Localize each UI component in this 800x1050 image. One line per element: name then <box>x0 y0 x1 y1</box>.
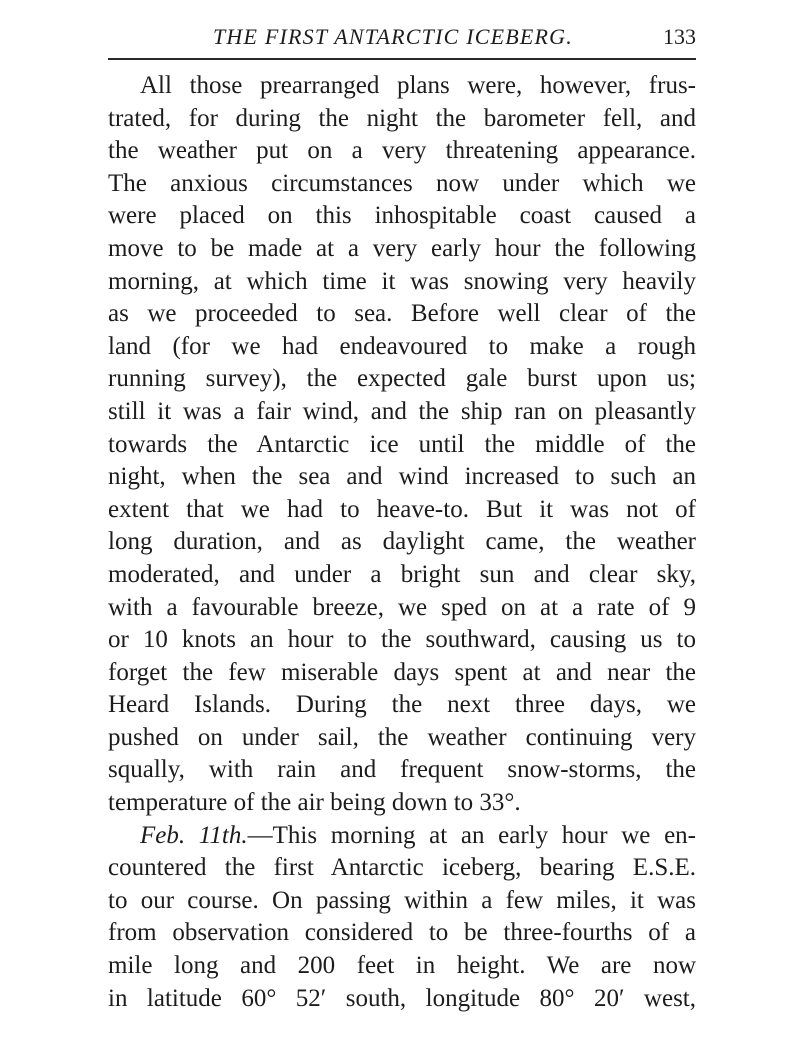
text-line: moderated, and under a bright sun and clear sky, <box>108 560 696 588</box>
text-line: countered the first Antarctic iceberg, bearing E.S.E. <box>108 854 696 882</box>
text-line: night, when the sea and wind increased to such an <box>108 463 696 491</box>
paragraph-1 <box>108 70 696 820</box>
text-line: morning, at which time it was snowing very heavily <box>108 267 696 295</box>
text-line: were placed on this inhospitable coast caused a <box>108 202 696 230</box>
body-text <box>108 70 696 1015</box>
text-line: move to be made at a very early hour the following <box>108 234 696 262</box>
paragraph-2 <box>108 820 696 1016</box>
text-span: —This morning at an early hour we en- <box>247 821 696 849</box>
text-line: trated, for during the night the barometer fell, and <box>108 104 696 132</box>
text-line: towards the Antarctic ice until the middle of the <box>108 430 696 458</box>
text-line: temperature of the air being down to 33°. <box>108 789 521 817</box>
text-line: mile long and 200 feet in height. We are now <box>108 952 696 980</box>
text-line: long duration, and as daylight came, the weather <box>108 528 696 556</box>
text-line: the weather put on a very threatening appearance. <box>108 137 696 165</box>
text-line: or 10 knots an hour to the southward, causing us to <box>108 626 696 654</box>
text-line: with a favourable breeze, we sped on at a rate of 9 <box>108 593 696 621</box>
running-head <box>108 24 696 54</box>
running-title: THE FIRST ANTARCTIC ICEBERG. <box>213 24 573 49</box>
text-line: as we proceeded to sea. Before well clear of the <box>108 300 696 328</box>
text-line: All those prearranged plans were, however, frus- <box>140 72 696 99</box>
text-line: land (for we had endeavoured to make a rough <box>108 332 696 360</box>
entry-date: Feb. 11th. <box>140 821 248 849</box>
text-line: Heard Islands. During the next three days, we <box>108 691 696 719</box>
text-line: pushed on under sail, the weather continuing very <box>108 723 696 751</box>
text-line: forget the few miserable days spent at and near the <box>108 658 696 686</box>
text-line: still it was a fair wind, and the ship ran on pleasantly <box>108 397 696 425</box>
text-line: in latitude 60° 52′ south, longitude 80° 20′ west, <box>108 984 696 1012</box>
text-line: squally, with rain and frequent snow-storms, the <box>108 756 696 784</box>
text-line: extent that we had to heave-to. But it was not of <box>108 495 696 523</box>
text-line: The anxious circumstances now under which we <box>108 169 696 197</box>
header-rule <box>108 58 696 60</box>
page-number: 133 <box>663 24 696 49</box>
text-line <box>108 820 696 853</box>
text-line: running survey), the expected gale burst upon us; <box>108 365 696 393</box>
text-line: to our course. On passing within a few miles, it was <box>108 886 696 914</box>
text-line: from observation considered to be three-fourths of a <box>108 919 696 947</box>
